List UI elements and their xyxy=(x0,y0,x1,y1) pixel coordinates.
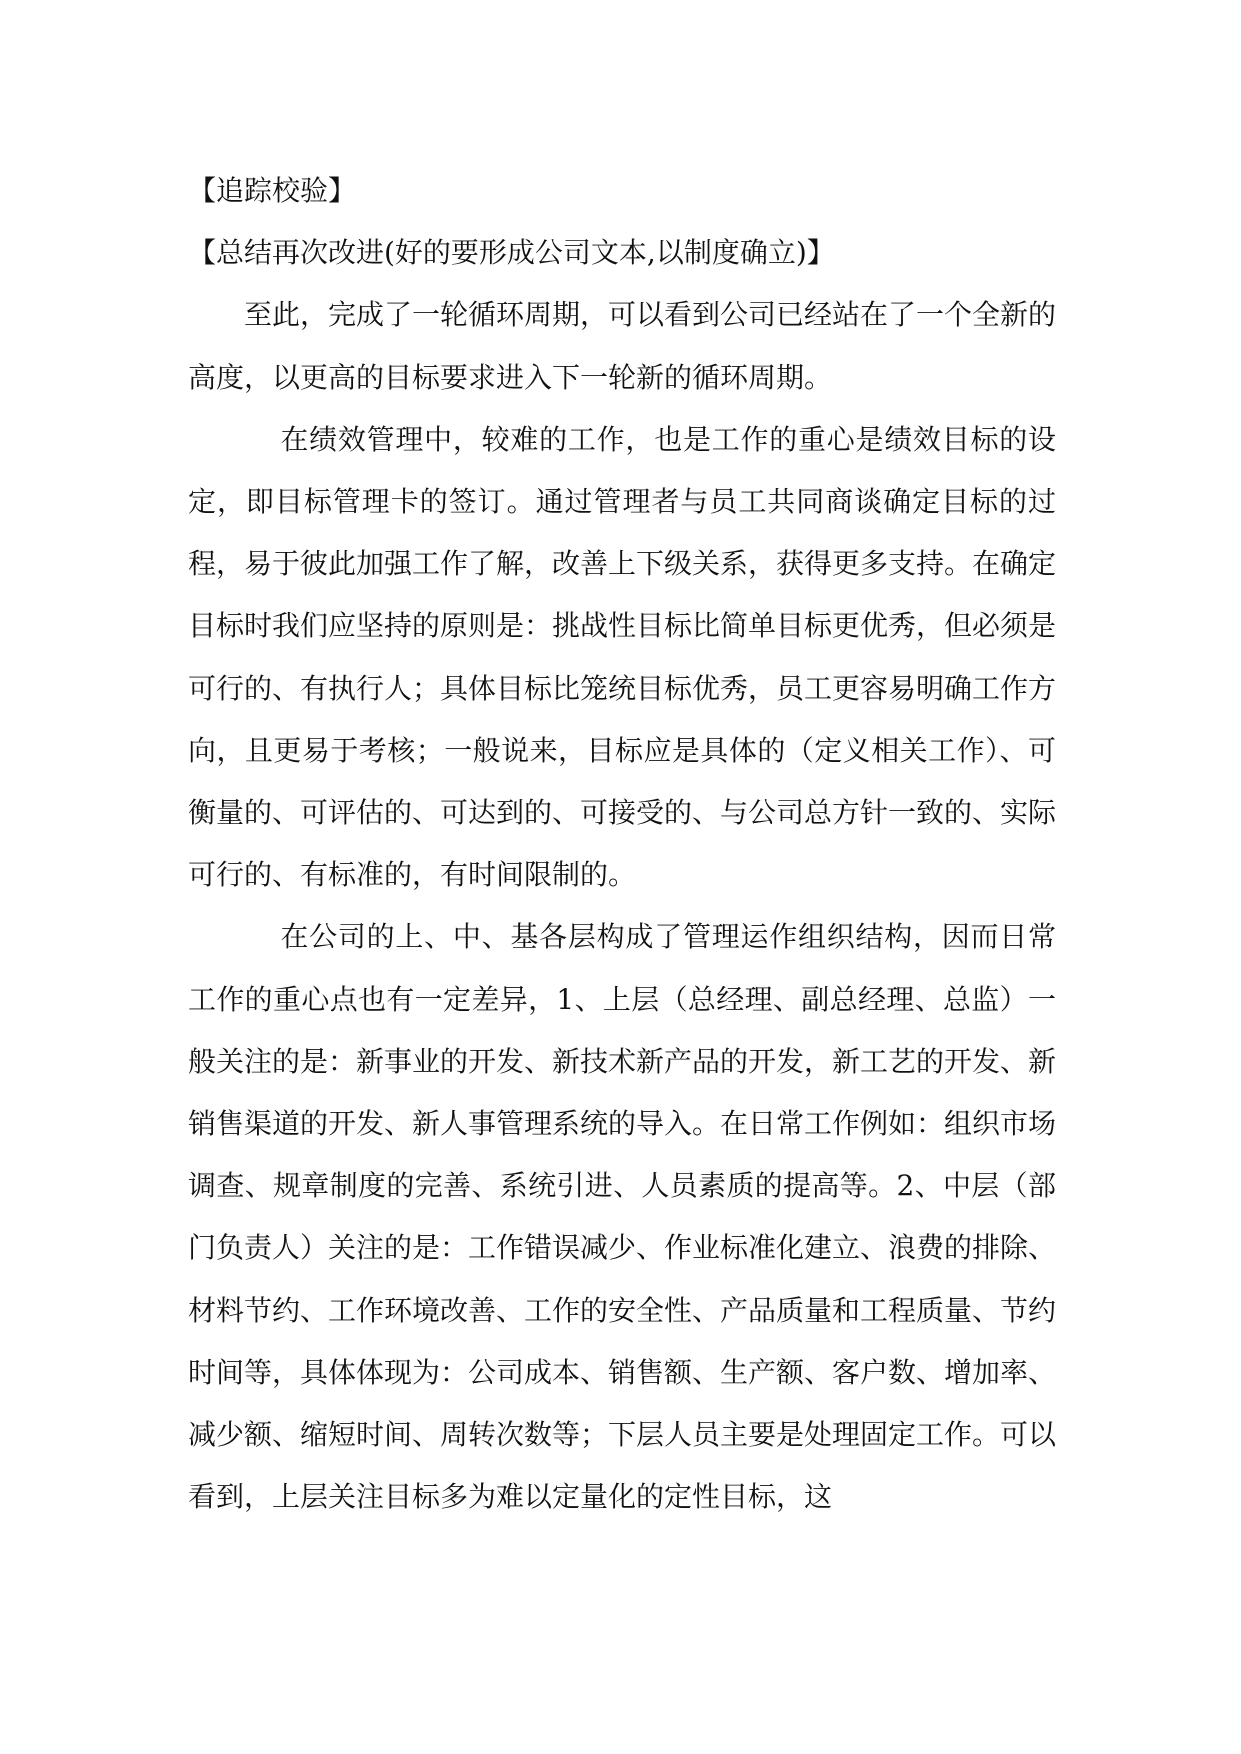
paragraph-management-levels: 在公司的上、中、基各层构成了管理运作组织结构，因而日常工作的重心点也有一定差异，1、上层（总经理、副总经理、总监）一般关注的是：新事业的开发、新技术新产品的开发，新工艺的开发、新销售渠道的开发、新人事管理系统的导入。在日常工作例如：组织市场调查、规章制度的完善、系统引进、人员素质的提高等。2、中层（部门负责人）关注的是：工作错误减少、作业标准化建立、浪费的排除、材料节约、工作环境改善、工作的安全性、产品质量和工程质量、节约时间等，具体体现为：公司成本、销售额、生产额、客户数、增加率、减少额、缩短时间、周转次数等；下层人员主要是处理固定工作。可以看到，上层关注目标多为难以定量化的定性目标，这 xyxy=(188,920,1057,1514)
document-body xyxy=(188,160,1056,1528)
paragraph-goal-setting: 在绩效管理中，较难的工作，也是工作的重心是绩效目标的设定，即目标管理卡的签订。通过管理者与员工共同商谈确定目标的过程，易于彼此加强工作了解，改善上下级关系，获得更多支持。在确定目标时我们应坚持的原则是：挑战性目标比简单目标更优秀，但必须是可行的、有执行人；具体目标比笼统目标优秀，员工更容易明确工作方向，且更易于考核；一般说来，目标应是具体的（定义相关工作）、可衡量的、可评估的、可达到的、可接受的、与公司总方针一致的、实际可行的、有标准的，有时间限制的。 xyxy=(188,422,1057,892)
section-heading-tracking: 【追踪校验】 xyxy=(188,174,357,207)
paragraph-cycle-complete: 至此，完成了一轮循环周期，可以看到公司已经站在了一个全新的高度，以更高的目标要求进入下一轮新的循环周期。 xyxy=(188,298,1057,394)
section-heading-summary: 【总结再次改进(好的要形成公司文本,以制度确立)】 xyxy=(188,236,835,270)
